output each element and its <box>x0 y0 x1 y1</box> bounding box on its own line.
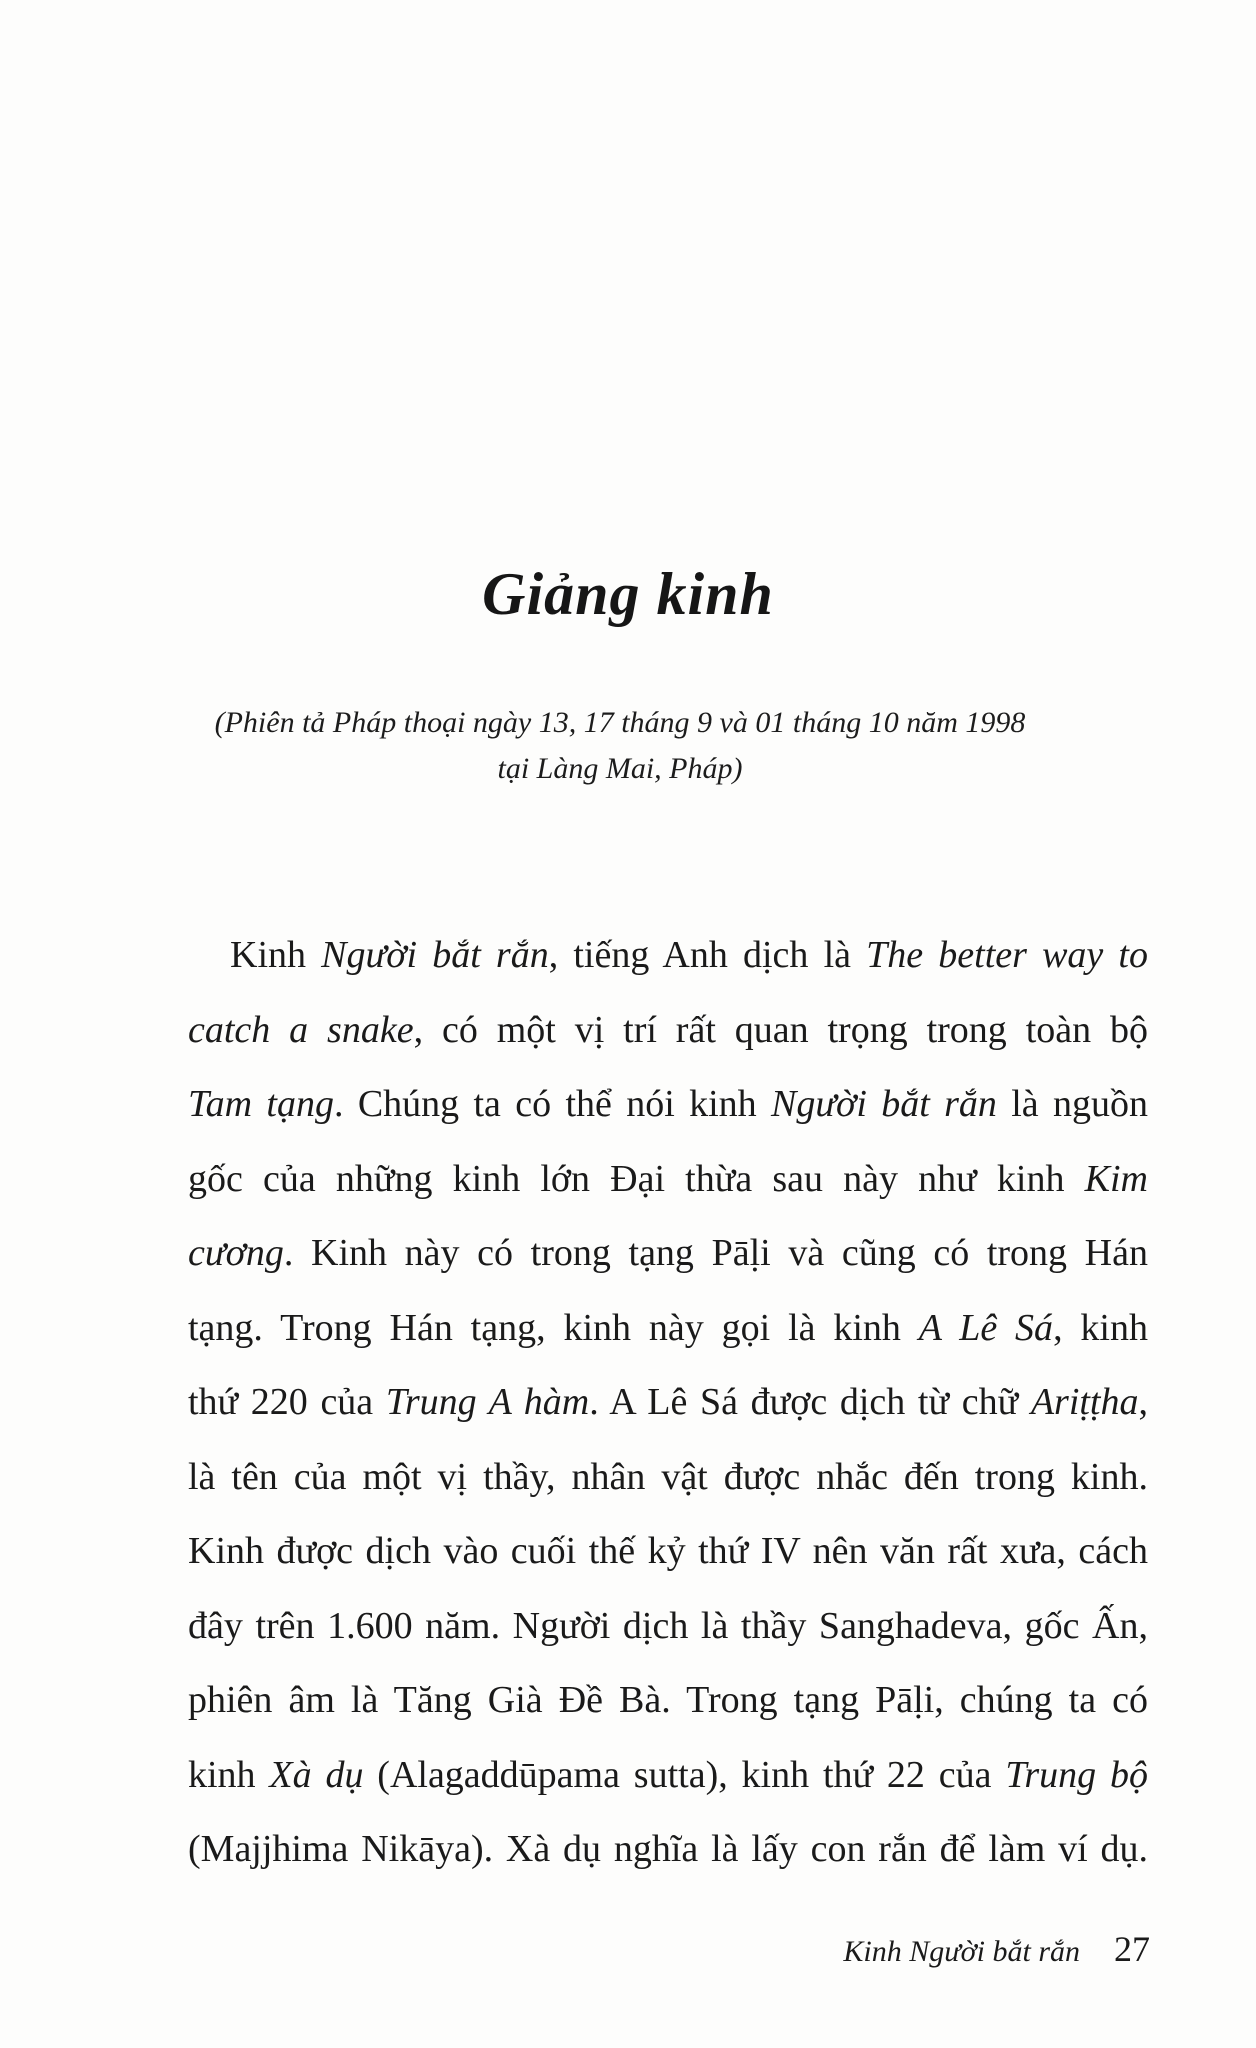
body-line-10: đây trên 1.600 năm. Người dịch là thầy Sanghadeva, gốc Ấn, <box>188 1604 1148 1647</box>
body-line-2: catch a snake, có một vị trí rất quan trọng trong toàn bộ <box>188 1008 1148 1051</box>
body-line-3: Tam tạng. Chúng ta có thể nói kinh Người bắt rắn là nguồn <box>188 1083 1148 1125</box>
chapter-subtitle <box>140 700 1100 792</box>
body-line-1: Kinh Người bắt rắn, tiếng Anh dịch là The better way to <box>230 934 1148 976</box>
body-paragraph <box>188 918 1148 1887</box>
body-line-8: là tên của một vị thầy, nhân vật được nhắc đến trong kinh. <box>188 1455 1148 1498</box>
body-line-5: cương. Kinh này có trong tạng Pāḷi và cũng có trong Hán <box>188 1232 1148 1274</box>
body-line-11: phiên âm là Tăng Già Đề Bà. Trong tạng Pāḷi, chúng ta có <box>188 1679 1148 1721</box>
page-footer <box>0 1928 1150 1970</box>
subtitle-line-2: tại Làng Mai, Pháp) <box>497 752 743 785</box>
page-number: 27 <box>1114 1929 1150 1969</box>
body-line-12: kinh Xà dụ (Alagaddūpama sutta), kinh thứ 22 của Trung bộ <box>188 1753 1149 1796</box>
body-line-4: gốc của những kinh lớn Đại thừa sau này như kinh Kim <box>188 1157 1148 1200</box>
running-title: Kinh Người bắt rắn <box>843 1935 1080 1968</box>
body-line-13: (Majjhima Nikāya). Xà dụ nghĩa là lấy con rắn để làm ví dụ. <box>188 1828 1148 1870</box>
body-line-6: tạng. Trong Hán tạng, kinh này gọi là kinh A Lê Sá, kinh <box>188 1306 1148 1349</box>
subtitle-line-1: (Phiên tả Pháp thoại ngày 13, 17 tháng 9 và 01 tháng 10 năm 1998 <box>214 706 1026 739</box>
body-line-9: Kinh được dịch vào cuối thế kỷ thứ IV nên văn rất xưa, cách <box>188 1530 1148 1572</box>
chapter-title: Giảng kinh <box>482 561 774 627</box>
body-line-7: thứ 220 của Trung A hàm. A Lê Sá được dịch từ chữ Ariṭṭha, <box>188 1381 1148 1423</box>
